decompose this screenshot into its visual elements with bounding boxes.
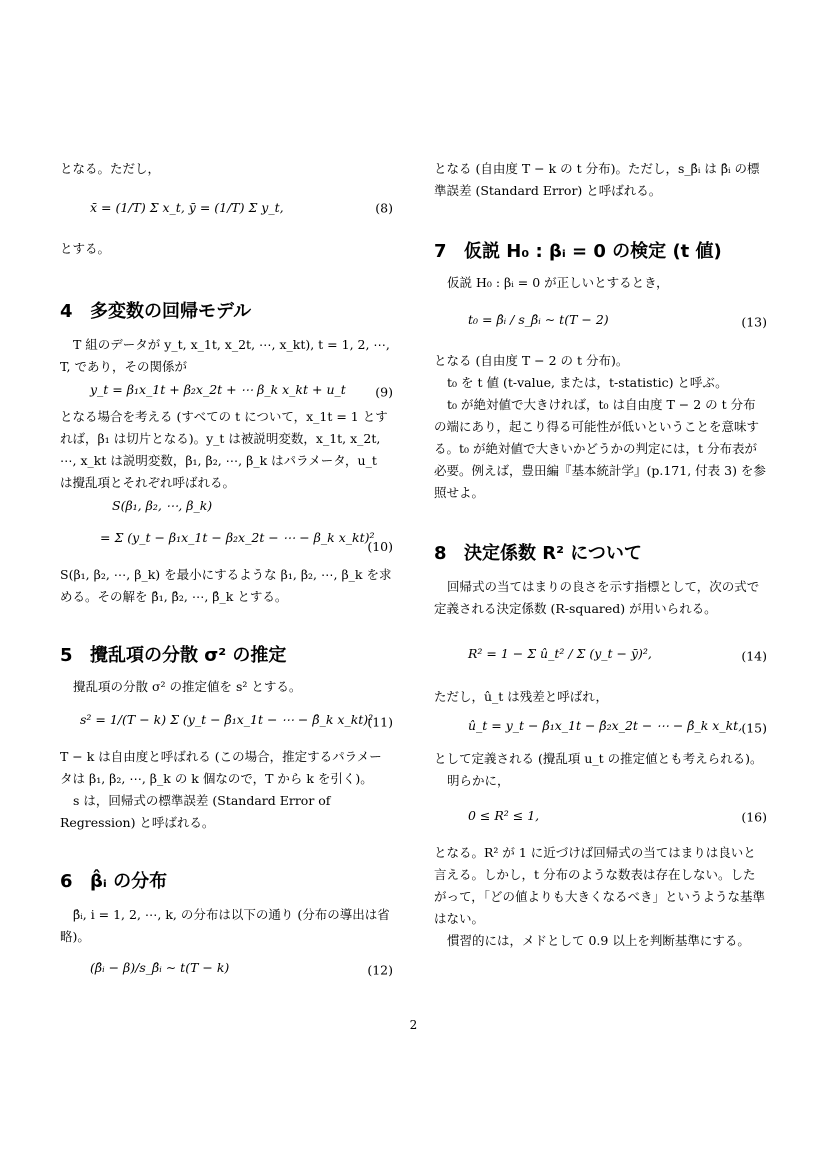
paragraph: として定義される (攪乱項 u_t の推定値とも考えられる)。 <box>434 751 763 766</box>
right-column <box>434 158 767 952</box>
section-heading-5: 5 攪乱項の分散 σ² の推定 <box>60 645 287 666</box>
equation-10: S(β₁, β₂, ⋯, β_k) = Σ (y_t − β₁x_1t − β₂x_2t − ⋯ − β_k x_kt)² (10) <box>100 498 393 554</box>
equation-number: (8) <box>375 200 393 216</box>
paragraph: t₀ を t 値 (t-value, または，t-statistic) と呼ぶ。 <box>447 375 728 390</box>
equation-9: y_t = β₁x_1t + β₂x_2t + ⋯ β_k x_kt + u_t (9) <box>90 382 393 400</box>
paragraph: s は，回帰式の標準誤差 (Standard Error of Regression) と呼ばれる。 <box>60 793 331 830</box>
equation-14: R² = 1 − Σ û_t² / Σ (y_t − ȳ)², (14) <box>468 646 767 664</box>
paragraph: となる場合を考える (すべての t について，x_1t = 1 とすれば，β₁ は切片となる)。y_t は被説明変数，x_1t, x_2t, ⋯, x_kt は説明変数，β₁, β₂, ⋯, β_k はパラメータ，u_t は攪乱項とそれぞれ呼ばれる。 <box>60 409 388 490</box>
paragraph: 慣習的には，メドとして 0.9 以上を判断基準にする。 <box>447 933 750 948</box>
left-column <box>60 158 393 992</box>
intro-text-2: とする。 <box>60 241 111 256</box>
equation-8-body: x̄ = (1/T) Σ x_t, ȳ = (1/T) Σ y_t, <box>90 200 284 215</box>
paragraph: となる (自由度 T − k の t 分布)。ただし，s_β̂ᵢ は β̂ᵢ の標準誤差 (Standard Error) と呼ばれる。 <box>434 161 760 198</box>
intro-text: となる。ただし， <box>60 161 161 176</box>
page-number: 2 <box>409 1018 418 1032</box>
paragraph: 攪乱項の分散 σ² の推定値を s² とする。 <box>73 679 302 694</box>
section-heading-4: 4 多変数の回帰モデル <box>60 301 252 322</box>
paragraph: β̂ᵢ, i = 1, 2, ⋯, k, の分布は以下の通り (分布の導出は省略)。 <box>60 907 390 944</box>
section-heading-6: 6 β̂ᵢ の分布 <box>60 871 168 892</box>
equation-15: û_t = y_t − β̂₁x_1t − β̂₂x_2t − ⋯ − β̂_k x_kt, (15) <box>468 718 767 736</box>
paragraph: T − k は自由度と呼ばれる (この場合，推定するパラメータは β₁, β₂, ⋯, β_k の k 個なので，T から k を引く)。 <box>60 749 382 786</box>
equation-11: s² = 1/(T − k) Σ (y_t − β̂₁x_1t − ⋯ − β̂_k x_kt)² (11) <box>80 712 393 730</box>
equation-12: (β̂ᵢ − β)/s_β̂ᵢ ∼ t(T − k) (12) <box>90 960 393 978</box>
section-heading-7: 7 仮説 H₀ : βᵢ = 0 の検定 (t 値) <box>434 241 722 262</box>
equation-13: t₀ = β̂ᵢ / s_β̂ᵢ ∼ t(T − 2) (13) <box>468 312 767 330</box>
paragraph: T 組のデータが y_t, x_1t, x_2t, ⋯, x_kt), t = 1, 2, ⋯, T, であり，その関係が <box>60 337 390 374</box>
paragraph: となる。R² が 1 に近づけば回帰式の当てはまりは良いと言える。しかし，t 分布のような数表は存在しない。したがって，「どの値よりも大きくなるべき」というような基準はない。 <box>434 845 766 926</box>
equation-8 <box>90 182 393 234</box>
equation-16: 0 ≤ R² ≤ 1, (16) <box>468 808 767 825</box>
paragraph: S(β₁, β₂, ⋯, β_k) を最小にするような β₁, β₂, ⋯, β_k を求める。その解を β̂₁, β̂₂, ⋯, β̂_k とする。 <box>60 567 392 604</box>
paragraph: t₀ が絶対値で大きければ，t₀ は自由度 T − 2 の t 分布の端にあり，起こり得る可能性が低いということを意味する。t₀ が絶対値で大きいかどうかの判定には，t 分布表が必要。例えば，豊田編『基本統計学』(p.171, 付表 3) を参照せよ。 <box>434 397 766 500</box>
paragraph: となる (自由度 T − 2 の t 分布)。 <box>434 353 629 368</box>
paragraph: 回帰式の当てはまりの良さを示す指標として，次の式で定義される決定係数 (R-squared) が用いられる。 <box>434 579 760 616</box>
section-heading-8: 8 決定係数 R² について <box>434 543 642 564</box>
paragraph: ただし，û_t は残差と呼ばれ， <box>434 689 609 704</box>
paragraph: 明らかに， <box>447 773 510 788</box>
paragraph: 仮説 H₀ : βᵢ = 0 が正しいとするとき， <box>447 275 669 290</box>
